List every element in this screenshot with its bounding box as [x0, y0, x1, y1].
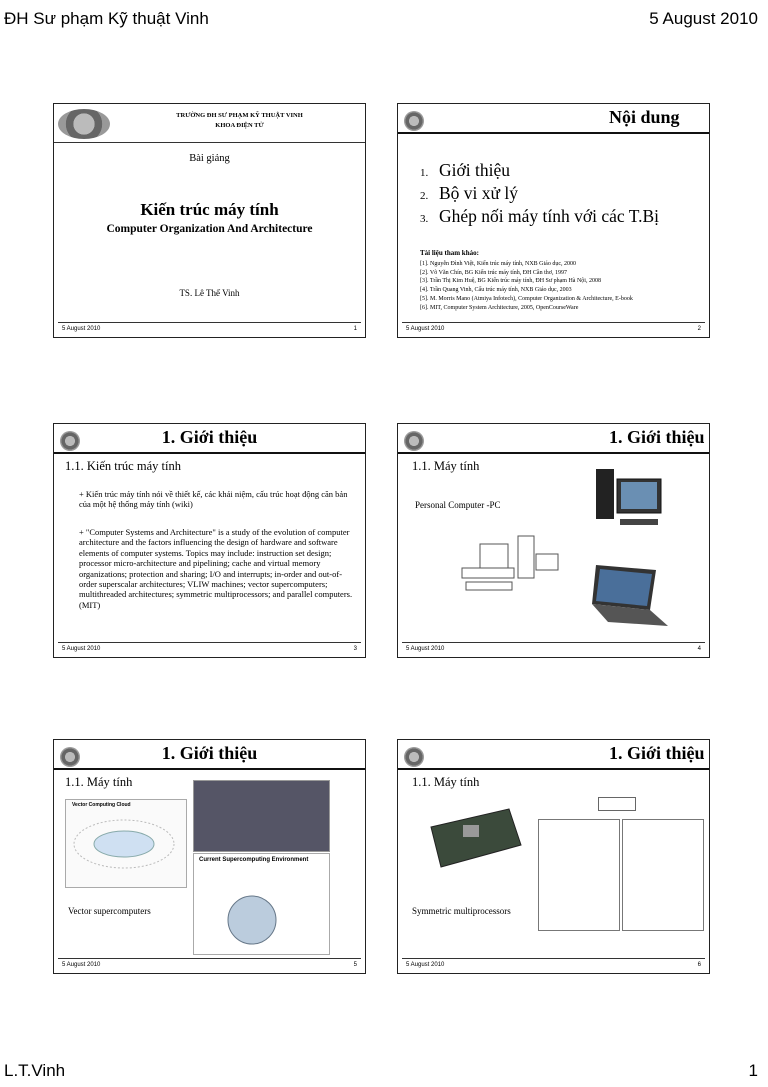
reference-item: [5]. M. Morris Mano (Atmiya Infotech), Computer Organization & Architecture, E-book — [420, 295, 633, 302]
bullet-english: + "Computer Systems and Architecture" is a study of the evolution of computer architecture and the factors influencing the design of hardware and software elements of computer systems. Topics may include: instruction set design; processor micro-architecture and pipelining; cache and virtual memory organizations; protection and sharing; I/O and interrupts; in-order and out-of-order superscalar architectures; VLIW machines; vector supercomputers; multithreaded architectures; symmetric multiprocessors; and parallel computers. (MIT) — [79, 527, 353, 610]
slide-2 — [397, 103, 710, 338]
globe-icon — [194, 866, 327, 954]
slide-date: 5 August 2010 — [406, 962, 445, 968]
page-header-date: 5 August 2010 — [649, 9, 758, 28]
footer-line — [58, 958, 361, 959]
image-caption: Personal Computer -PC — [415, 500, 501, 510]
slide-number: 6 — [697, 962, 701, 968]
slide-5 — [53, 739, 366, 974]
page-footer-author: L.T.Vinh — [4, 1061, 66, 1080]
slide-subtitle: Computer Organization And Architecture — [106, 223, 313, 235]
list-item: 3. Ghép nối máy tính với các T.Bị — [420, 206, 660, 226]
env-diagram-title: Current Supercomputing Environment — [199, 857, 309, 863]
motherboard-photo — [425, 803, 525, 873]
footer-line — [402, 958, 705, 959]
university-logo — [404, 111, 424, 131]
slide-number: 1 — [353, 326, 357, 332]
page-header-left: ĐH Sư phạm Kỹ thuật Vinh — [4, 9, 209, 28]
university-logo — [404, 431, 424, 451]
cloud-diagram-title: Vector Computing Cloud — [72, 802, 131, 808]
slide-title: Kiến trúc máy tính — [140, 200, 279, 219]
slide-number: 4 — [697, 646, 701, 652]
slide-4 — [397, 423, 710, 658]
slide-number: 2 — [697, 326, 701, 332]
footer-line — [402, 322, 705, 323]
references-heading: Tài liệu tham khảo: — [420, 249, 479, 257]
slide-title: 1. Giới thiệu — [609, 427, 705, 447]
image-caption: Symmetric multiprocessors — [412, 906, 511, 916]
author: TS. Lê Thế Vinh — [179, 288, 240, 298]
list-item: 2. Bộ vi xử lý — [420, 183, 519, 203]
supercomputer-photo — [193, 780, 330, 852]
desktop-pc-photo — [574, 461, 670, 533]
reference-item: [1]. Nguyễn Đình Việt, Kiến trúc máy tính, NXB Giáo dục, 2000 — [420, 261, 577, 267]
page-number: 1 — [748, 1061, 758, 1080]
image-caption: Vector supercomputers — [68, 906, 151, 916]
university-name: TRƯỜNG ĐH SƯ PHẠM KỸ THUẬT VINH — [176, 112, 303, 119]
slide-1 — [53, 103, 366, 338]
slide-date: 5 August 2010 — [62, 962, 101, 968]
vector-cloud-diagram — [65, 799, 187, 888]
reference-item: [4]. Trần Quang Vinh, Cấu trúc máy tính, NXB Giáo dục, 2003 — [420, 287, 572, 294]
reference-item: [3]. Trần Thị Kim Huệ, BG Kiến trúc máy tính, ĐH Sư phạm Hà Nội, 2008 — [420, 278, 601, 285]
section-heading: 1.1. Máy tính — [412, 775, 480, 789]
smp-diagram — [538, 795, 703, 940]
reference-item: [2]. Võ Văn Chín, BG Kiến trúc máy tính, ĐH Cần thơ, 1997 — [420, 269, 567, 276]
laptop-photo — [578, 560, 672, 644]
pc-diagram — [452, 524, 564, 606]
reference-item: [6]. MIT, Computer System Architecture, 2005, OpenCourseWare — [420, 304, 579, 311]
slide-3 — [53, 423, 366, 658]
slide-date: 5 August 2010 — [62, 326, 101, 332]
supercomputing-env-diagram — [193, 853, 330, 955]
footer-line — [58, 322, 361, 323]
footer-line — [402, 642, 705, 643]
university-logo — [58, 109, 110, 139]
list-item: 1. Giới thiệu — [420, 160, 510, 180]
slide-number: 3 — [353, 646, 357, 652]
section-heading: 1.1. Kiến trúc máy tính — [65, 459, 181, 473]
cloud-icon — [66, 810, 184, 886]
interconnect-box — [598, 797, 636, 811]
slide-number: 5 — [353, 962, 357, 968]
slide-title: Nội dung — [609, 107, 680, 127]
slide-date: 5 August 2010 — [406, 326, 445, 332]
smp-node — [538, 819, 620, 931]
title-divider — [54, 142, 365, 143]
footer-line — [58, 642, 361, 643]
university-logo — [404, 747, 424, 767]
smp-node — [622, 819, 704, 931]
section-heading: 1.1. Máy tính — [65, 775, 133, 789]
bullet-vietnamese: + Kiến trúc máy tính nói về thiết kế, các khái niệm, cấu trúc hoạt động căn bản của một hệ thống máy tính (wiki) — [79, 489, 348, 510]
lecture-label: Bài giảng — [189, 153, 230, 164]
department-name: KHOA ĐIỆN TỬ — [215, 122, 264, 129]
references-list — [420, 260, 705, 312]
slide-6 — [397, 739, 710, 974]
section-heading: 1.1. Máy tính — [412, 459, 480, 473]
slide-title: 1. Giới thiệu — [609, 743, 705, 763]
slide-date: 5 August 2010 — [406, 646, 445, 652]
contents-list — [420, 160, 659, 229]
slide-title: 1. Giới thiệu — [161, 427, 258, 447]
slide-title: 1. Giới thiệu — [161, 743, 258, 763]
slide-date: 5 August 2010 — [62, 646, 101, 652]
